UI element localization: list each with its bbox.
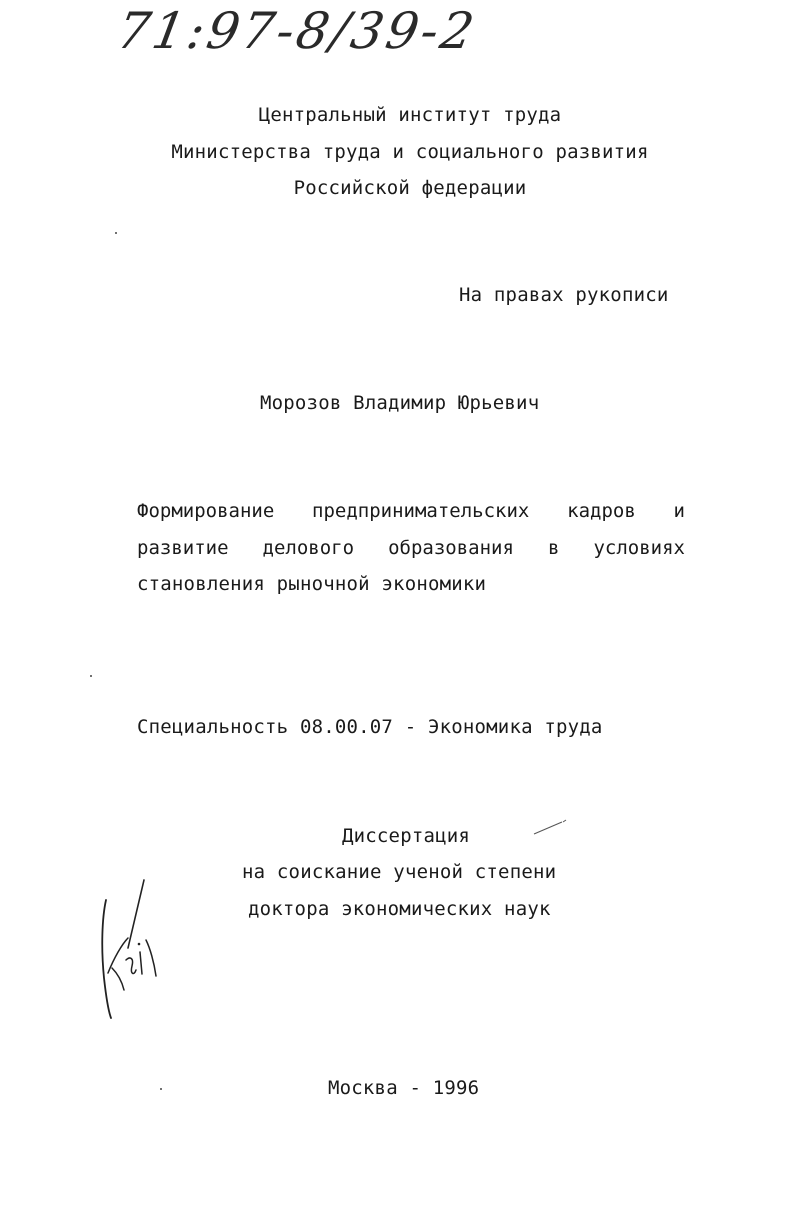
registry-number: 71:97-8/39-2 <box>112 2 482 60</box>
city-year: Москва - 1996 <box>328 1077 480 1099</box>
title-word: в <box>547 537 560 559</box>
scan-speck <box>160 1088 162 1090</box>
institute-line-1: Центральный институт труда <box>258 104 562 126</box>
thesis-title-line-1 <box>137 500 685 522</box>
degree-line-3: доктора экономических наук <box>248 898 551 920</box>
title-word: условиях <box>593 537 685 559</box>
thesis-title-line-2 <box>137 537 685 559</box>
title-word: предпринимательских <box>312 500 530 522</box>
degree-line-1: Диссертация <box>342 825 471 847</box>
manuscript-note: На правах рукописи <box>459 284 669 306</box>
signature-icon <box>98 878 168 1023</box>
institute-line-2: Министерства труда и социального развития <box>171 141 649 163</box>
title-word: делового <box>262 537 355 559</box>
title-word: и <box>673 500 685 522</box>
thesis-title-line-3: становления рыночной экономики <box>137 573 487 595</box>
specialty: Специальность 08.00.07 - Экономика труда <box>137 716 603 738</box>
title-word: кадров <box>567 500 636 522</box>
scan-speck <box>90 675 92 677</box>
degree-line-2: на соискание ученой степени <box>242 861 557 883</box>
title-word: развитие <box>137 537 229 559</box>
pen-mark-icon <box>532 818 568 838</box>
scan-speck <box>115 232 117 234</box>
institute-line-3: Российской федерации <box>293 177 527 199</box>
author-name: Морозов Владимир Юрьевич <box>260 392 540 414</box>
title-word: Формирование <box>137 500 275 522</box>
title-word: образования <box>388 537 514 559</box>
